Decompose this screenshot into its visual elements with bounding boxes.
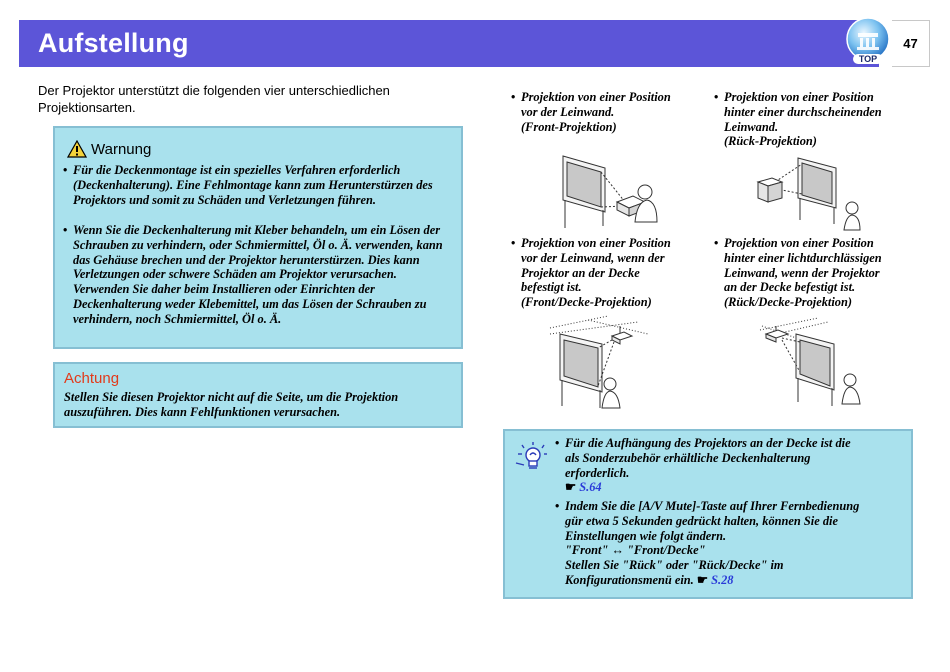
double-arrow-icon: ↔ [611,543,627,558]
projection-line: Projektion von einer Position [724,236,874,250]
mode-switch-row [565,543,910,558]
intro-text: Der Projektor unterstützt die folgenden vier unterschiedlichen Projektionsarten. [38,83,390,115]
projection-line: an der Decke befestigt ist. [724,280,856,295]
note-link-row [565,480,905,495]
mode-front-ceiling: "Front/Decke" [626,543,706,558]
projection-line: (Rück/Decke-Projektion) [724,295,853,310]
projection-rear: • Projektion von einer Position hinter einer durchscheinenden Leinwand. (Rück-Projektion) [714,90,914,149]
warning-triangle-icon [67,140,87,158]
projection-line: hinter einer lichtdurchlässigen [724,250,882,265]
projection-line: (Front/Decke-Projektion) [521,295,652,310]
projection-line: vor der Leinwand. [521,104,615,119]
projection-front-ceiling: • Projektion von einer Position vor der Leinwand, wenn der Projektor an der Decke befestigt ist. (Front/Decke-Projektion) [511,236,711,310]
projection-line: (Rück-Projektion) [724,134,817,149]
projection-front: • Projektion von einer Position vor der Leinwand. (Front-Projektion) [511,90,711,134]
page-title: Aufstellung [38,28,189,58]
note-item: • Indem Sie die [A/V Mute]-Taste auf Ihrer Fernbedienung gür etwa 5 Sekunden gedrückt halten, können Sie die Einstellungen wie folgt ändern. "Front" ↔ "Front/Decke" Stellen Sie "Rück" oder "Rück/Decke" im Konfigurationsmenü ein. ☛ S.28 [555,499,910,588]
warning-item-text: Für die Deckenmontage ist ein spezielles Verfahren erforderlich (Deckenhalterung). Eine Fehlmontage kann zum Herunterstürzen des Projektors und somit zu Schäden und Verletzungen führen. [73,163,433,207]
warning-item-continuation: Verwenden Sie daher beim Installieren oder Einrichten der Deckenhalterung weder Klebemittel, um das Lösen der Schrauben zu verhindern, noch Schmiermittel, Öl o. Ä. [73,282,427,326]
page-number: 47 [892,20,930,67]
pointing-hand-icon: ☛ [565,480,577,495]
page-link-s64[interactable]: S.64 [579,480,602,495]
warning-item: • Für die Deckenmontage ist ein spezielles Verfahren erforderlich (Deckenhalterung). Eine Fehlmontage kann zum Herunterstürzen des Projektors und somit zu Schäden und Verletzungen führen. [63,163,455,207]
note-line: als Sonderzubehör erhältliche Deckenhalterung [565,450,811,465]
page-link-s28[interactable]: S.28 [711,572,734,587]
projection-line: hinter einer durchscheinenden [724,104,882,119]
projection-line: Projektion von einer Position [521,90,671,104]
projection-line: vor der Leinwand, wenn der [521,250,665,265]
warning-header [67,140,151,158]
note-line: Stellen Sie "Rück" oder "Rück/Decke" im [565,558,784,573]
top-button[interactable] [844,17,892,65]
note-line: Konfigurationsmenü ein. [565,572,694,587]
warning-item-text: Wenn Sie die Deckenhalterung mit Kleber behandeln, um ein Lösen der Schrauben zu verhindern, oder Schmiermittel, Öl o. Ä. verwenden, kann das Gehäuse brechen und der Projektor herunterstürzen. Dies kann Verletzungen oder schwere Schäden am Projektor verursachen. [73,223,443,282]
top-label: TOP [858,54,878,64]
rear-ceiling-projection-illustration [758,316,868,412]
projection-line: befestigt ist. [521,280,582,295]
warning-item: • Wenn Sie die Deckenhalterung mit Kleber behandeln, um ein Lösen der Schrauben zu verhindern, oder Schmiermittel, Öl o. Ä. verwenden, kann das Gehäuse brechen und der Projektor herunterstürzen. Dies kann Verletzungen oder schwere Schäden am Projektor verursachen. Verwenden Sie daher beim Installieren oder Einrichten der Deckenhalterung weder Klebemittel, um das Lösen der Schrauben zu verhindern, noch Schmiermittel, Öl o. Ä. [63,223,455,327]
projection-line: Projektor an der Decke [521,265,640,280]
front-ceiling-projection-illustration [548,312,668,412]
note-link-row [565,573,910,588]
caution-label: Achtung [64,370,120,387]
tip-lightbulb-icon [513,439,547,473]
note-line: gür etwa 5 Sekunden gedrückt halten, können Sie die [565,513,838,528]
note-line: erforderlich. [565,465,630,480]
projection-line: (Front-Projektion) [521,119,617,134]
note-box [503,429,913,599]
top-home-icon [844,17,892,65]
warning-label: Warnung [91,140,152,158]
projection-line: Leinwand, wenn der Projektor [724,265,880,280]
note-line: Einstellungen wie folgt ändern. [565,528,727,543]
warning-box [53,126,463,349]
projection-rear-ceiling: • Projektion von einer Position hinter einer lichtdurchlässigen Leinwand, wenn der Projektor an der Decke befestigt ist. (Rück/Decke-Projektion) [714,236,914,310]
note-line: Für die Aufhängung des Projektors an der Decke ist die [565,436,851,450]
note-line: Indem Sie die [A/V Mute]-Taste auf Ihrer Fernbedienung [565,499,860,513]
rear-projection-illustration [748,152,868,232]
front-projection-illustration [555,150,665,230]
caution-box [53,362,463,428]
projection-line: Projektion von einer Position [521,236,671,250]
mode-front: "Front" [565,543,609,558]
projection-line: Leinwand. [724,119,779,134]
pointing-hand-icon: ☛ [696,572,708,587]
caution-text: Stellen Sie diesen Projektor nicht auf die Seite, um die Projektion auszuführen. Dies kann Fehlfunktionen verursachen. [64,390,399,419]
projection-line: Projektion von einer Position [724,90,874,104]
note-item: • Für die Aufhängung des Projektors an der Decke ist die als Sonderzubehör erhältliche Deckenhalterung erforderlich. ☛ S.64 [555,436,905,495]
